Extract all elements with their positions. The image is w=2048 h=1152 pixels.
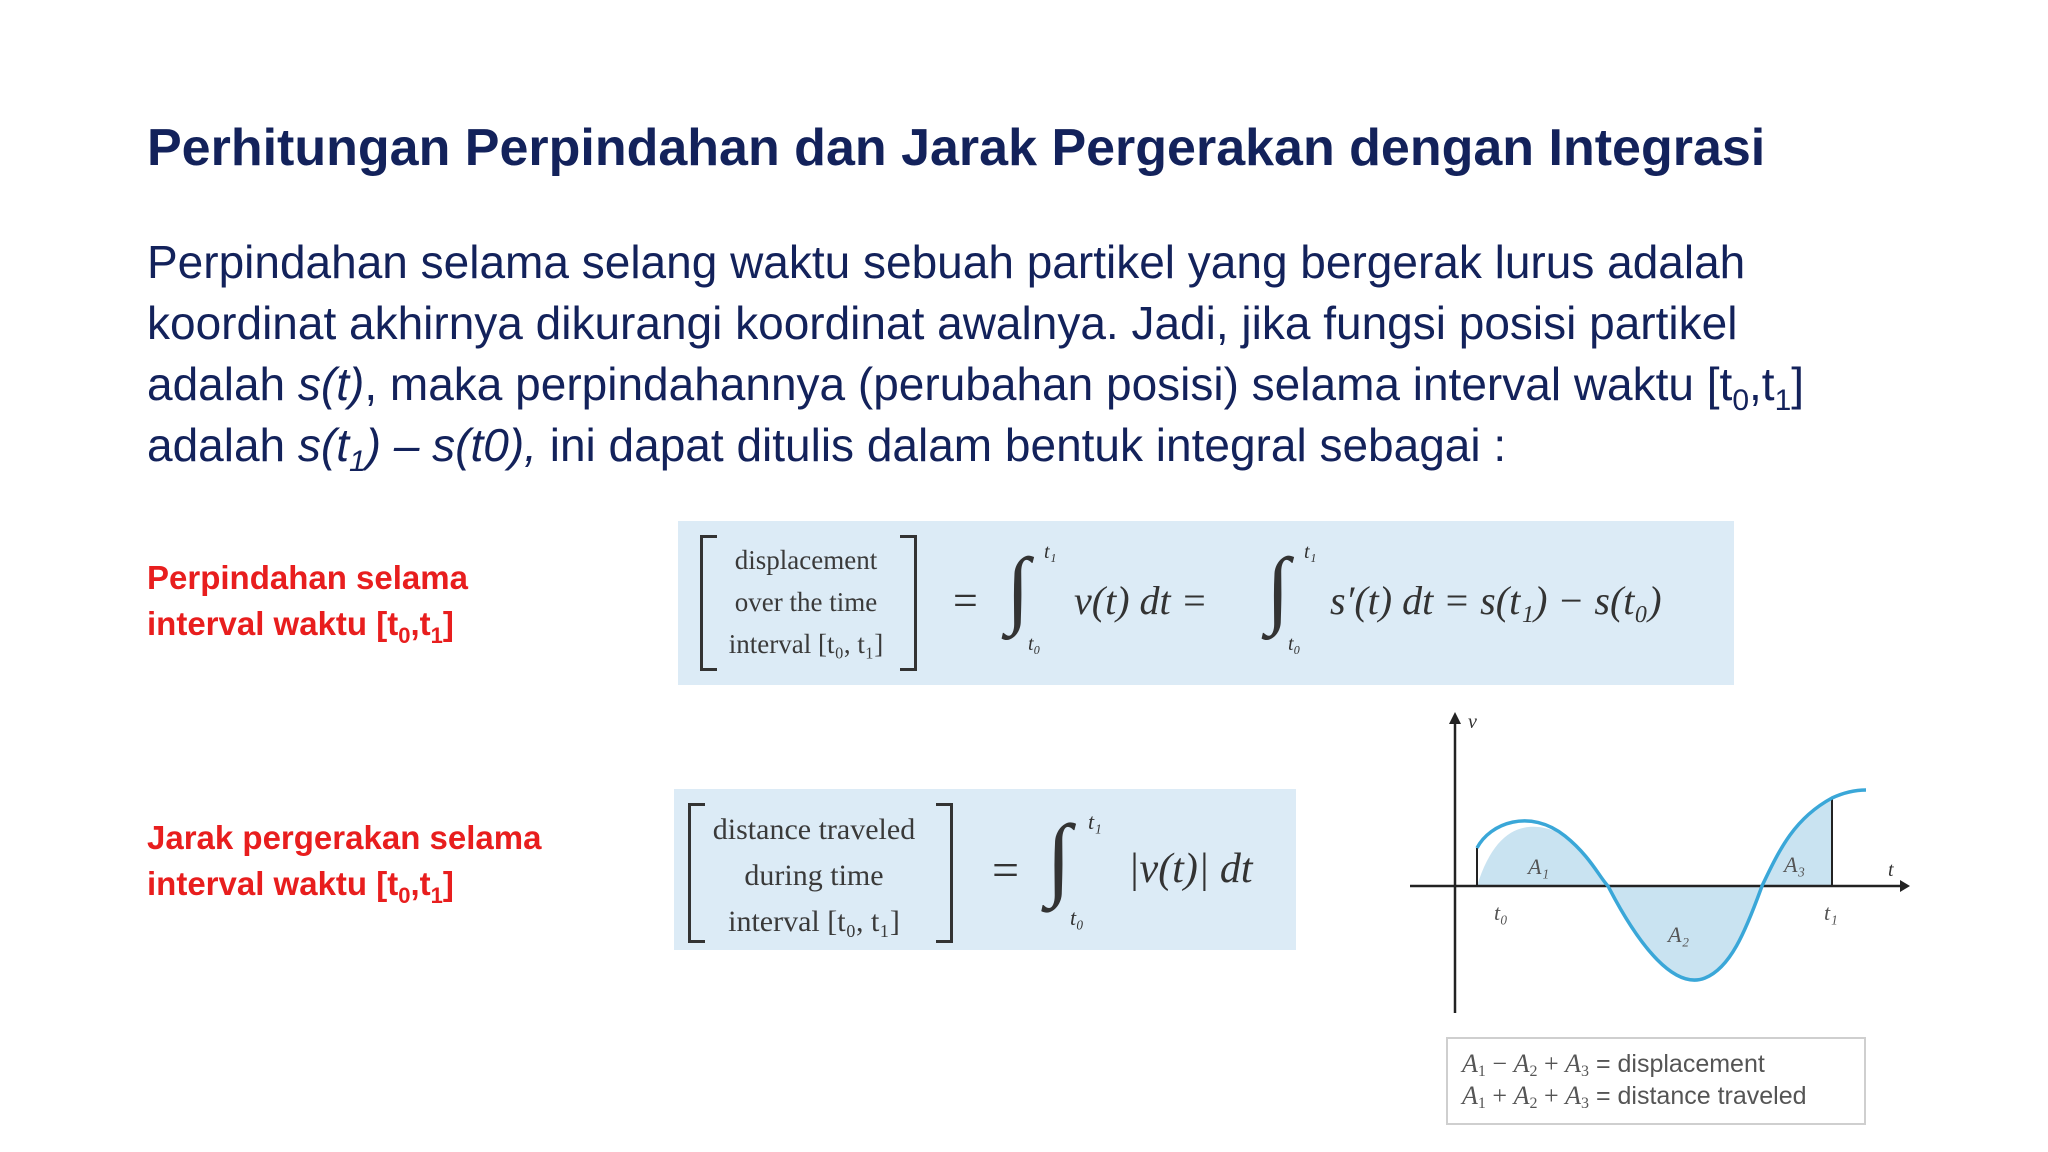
integral-sign: ∫ — [1006, 540, 1030, 636]
area-a3-label: A₃ — [1784, 852, 1806, 877]
t1-label: t₁ — [1824, 900, 1838, 925]
area-a1-label: A₁ — [1528, 854, 1550, 879]
legend-distance: $A_1 + A_2 + A_3$ = distance traveled — [1462, 1081, 1807, 1112]
lower-limit: t₀ — [1070, 905, 1084, 930]
v-axis-label: v — [1468, 711, 1477, 733]
t-axis-arrow — [1900, 880, 1910, 892]
right-bracket — [936, 803, 953, 943]
displacement-formula — [678, 521, 1734, 685]
distance-formula — [674, 789, 1296, 950]
displacement-label: Perpindahan selama interval waktu $[t_0,t_1]$ — [147, 559, 468, 648]
intro-paragraph — [147, 232, 1907, 476]
displacement-bracket-text: displacement over the time interval [t₀, t₁] — [728, 545, 884, 659]
upper-limit-2: t₁ — [1304, 541, 1317, 563]
integral-sign: ∫ — [1046, 806, 1072, 908]
v-axis-arrow — [1449, 712, 1461, 724]
lower-limit: t₀ — [1028, 633, 1041, 655]
t0-label: t₀ — [1494, 900, 1508, 925]
distance-label: Jarak pergerakan selama interval waktu $[t_0,t_1]$ — [147, 819, 542, 908]
equals-sign: = — [992, 844, 1020, 897]
velocity-graph — [1400, 708, 1910, 1020]
right-bracket — [900, 535, 917, 671]
area-a2-label: A₂ — [1668, 922, 1690, 947]
lower-limit-2: t₀ — [1288, 633, 1301, 655]
area-legend — [1446, 1037, 1866, 1125]
slide-title: Perhitungan Perpindahan dan Jarak Pergerakan dengan Integrasi — [147, 119, 1766, 177]
upper-limit: t₁ — [1088, 809, 1102, 834]
legend-displacement: $A_1 - A_2 + A_3$ = displacement — [1462, 1049, 1765, 1080]
abs-velocity-integrand: |v(t)| dt — [1128, 846, 1253, 892]
distance-bracket-text: distance traveled during time interval [t₀, t₁] — [712, 813, 916, 938]
paragraph-line-2: koordinat akhirnya dikurangi koordinat awalnya. Jadi, jika fungsi posisi partikel — [147, 297, 1738, 349]
t-axis-label: t — [1888, 859, 1894, 881]
paragraph-line-4: adalah $s(t_1) - s(t0)$, ini dapat ditulis dalam bentuk integral sebagai : — [147, 419, 1507, 478]
integral-sign-2: ∫ — [1266, 540, 1290, 636]
equals-sign: = — [953, 576, 978, 625]
paragraph-line-3: adalah s(t), maka perpindahannya (perubahan posisi) selama interval waktu $[t_0,t_1]$ — [147, 358, 1805, 417]
left-bracket — [700, 535, 717, 671]
paragraph-line-1: Perpindahan selama selang waktu sebuah partikel yang bergerak lurus adalah — [147, 236, 1746, 288]
position-integrand: s′(t) dt = s(t₁) − s(t₀) — [1330, 578, 1662, 623]
upper-limit: t₁ — [1044, 541, 1057, 563]
velocity-integrand: v(t) dt = — [1074, 578, 1208, 623]
left-bracket — [688, 803, 705, 943]
